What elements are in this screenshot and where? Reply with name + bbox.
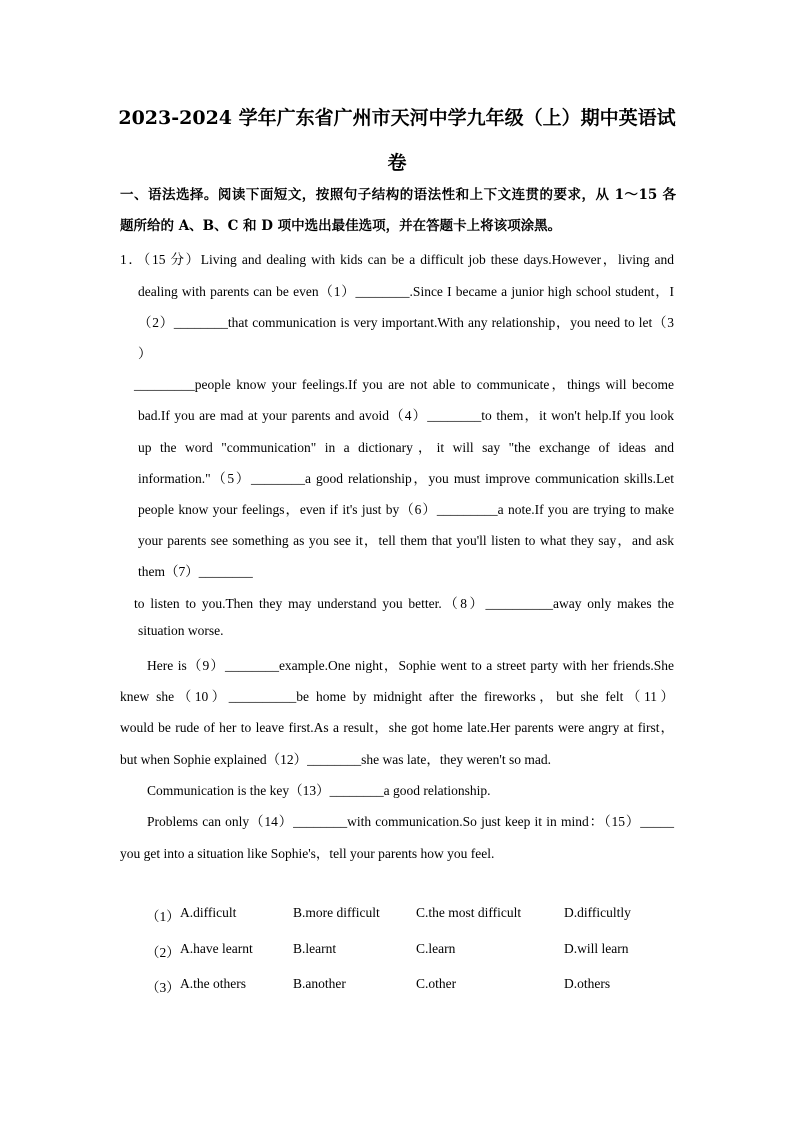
section-line-2: 题所给的 A、B、C 和 D 项中选出最佳选项，并在答题卡上将该项涂黑。: [120, 218, 562, 234]
option-a[interactable]: A.difficult: [180, 905, 237, 920]
passage-line: knew she（10）__________be home by midnight after the fireworks，but she felt（11）: [120, 689, 674, 704]
document-title: [100, 96, 694, 186]
passage-line: （2）________that communication is very important.With any relationship，you need to let（3: [138, 315, 674, 330]
section-line-1: 一、语法选择。阅读下面短文，按照句子结构的语法性和上下文连贯的要求，从 1～15 各: [120, 187, 676, 203]
passage-line: but when Sophie explained（12）________she was late，they weren't so mad.: [120, 752, 551, 767]
option-a[interactable]: A.the others: [180, 976, 246, 991]
passage-line: Problems can only（14）________with communication.So just keep it in mind：（15）_____: [147, 814, 674, 829]
passage-line: you get into a situation like Sophie's，tell your parents how you feel.: [120, 846, 495, 861]
passage-line: situation worse.: [138, 623, 224, 638]
option-b[interactable]: B.more difficult: [293, 905, 380, 920]
passage-line: would be rude of her to leave first.As a result，she got home late.Her parents were angry at first，: [120, 720, 674, 735]
passage-line: your parents see something as you see it，tell them that you'll listen to what they say，and ask: [138, 533, 674, 548]
option-b[interactable]: B.learnt: [293, 941, 337, 956]
question-number: （3）: [146, 980, 180, 995]
question-number: （1）: [146, 909, 180, 924]
option-c[interactable]: C.learn: [416, 941, 456, 956]
option-a[interactable]: A.have learnt: [180, 941, 253, 956]
title-line-1: 2023-2024 学年广东省广州市天河中学九年级（上）期中英语试: [118, 107, 676, 129]
title-line-2: 卷: [387, 152, 407, 174]
option-d[interactable]: D.difficultly: [564, 905, 631, 920]
option-b[interactable]: B.another: [293, 976, 346, 991]
option-d[interactable]: D.others: [564, 976, 611, 991]
passage-line: Communication is the key（13）________a good relationship.: [147, 783, 491, 798]
passage-line: information."（5）________a good relationship，you must improve communication skills.Let: [138, 471, 674, 486]
option-d[interactable]: D.will learn: [564, 941, 629, 956]
question-number: （2）: [146, 945, 180, 960]
passage-line: 1．（15 分）Living and dealing with kids can be a difficult job these days.However，living and: [120, 252, 674, 267]
passage-line: up the word "communication" in a dictionary，it will say "the exchange of ideas and: [138, 440, 674, 455]
passage-line: dealing with parents can be even（1）________.Since I became a junior high school student，I: [138, 284, 674, 299]
passage-line: to listen to you.Then they may understand you better.（8）__________away only makes the: [134, 596, 674, 611]
passage-line: ）: [138, 346, 152, 361]
option-c[interactable]: C.other: [416, 976, 457, 991]
passage-line: Here is（9）________example.One night，Sophie went to a street party with her friends.She: [147, 658, 674, 673]
passage-line: them（7）________: [138, 564, 253, 579]
passage-line: _________people know your feelings.If you are not able to communicate，things will become: [134, 377, 674, 392]
passage-line: people know your feelings，even if it's just by（6）_________a note.If you are trying to make: [138, 502, 674, 517]
option-c[interactable]: C.the most difficult: [416, 905, 522, 920]
passage-line: bad.If you are mad at your parents and avoid（4）________to them，it won't help.If you look: [138, 408, 674, 423]
section-instructions: [120, 180, 676, 242]
